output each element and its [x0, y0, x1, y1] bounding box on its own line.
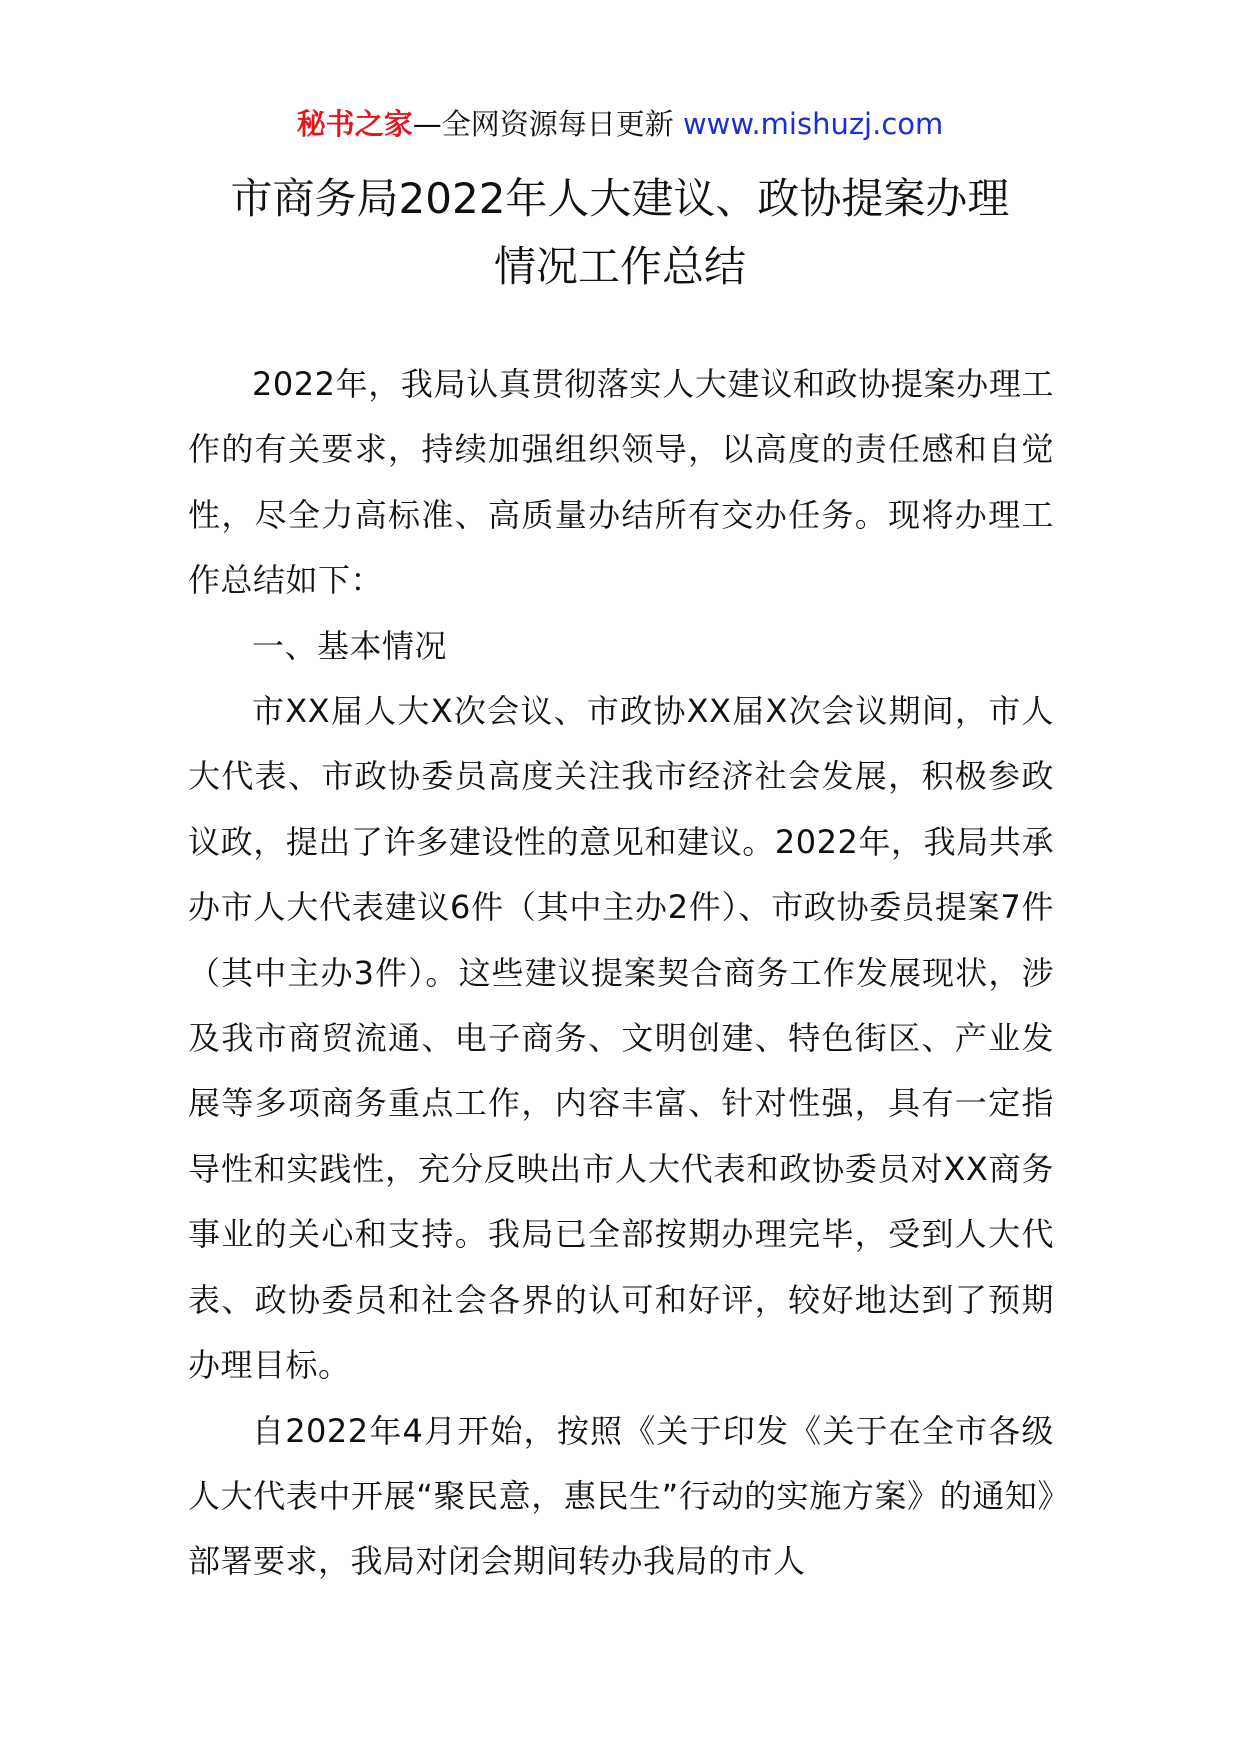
site-url-link[interactable]: www.mishuzj.com: [682, 107, 944, 141]
document-title: [170, 165, 1070, 301]
title-line-1: 市商务局2022年人大建议、政协提案办理: [230, 174, 1010, 223]
paragraph-basic-situation: 市XX届人大X次会议、市政协XX届X次会议期间，市人大代表、市政协委员高度关注我市经济社会发展，积极参政议政，提出了许多建设性的意见和建议。2022年，我局共承办市人大代表建议6件（其中主办2件）、市政协委员提案7件（其中主办3件）。这些建议提案契合商务工作发展现状，涉及我市商贸流通、电子商务、文明创建、特色街区、产业发展等多项商务重点工作，内容丰富、针对性强，具有一定指导性和实践性，充分反映出市人大代表和政协委员对XX商务事业的关心和支持。我局已全部按期办理完毕，受到人大代表、政协委员和社会各界的认可和好评，较好地达到了预期办理目标。: [188, 692, 1054, 1385]
title-line-2: 情况工作总结: [493, 242, 746, 291]
watermark-header: [0, 104, 1240, 144]
brand-slogan: —全网资源每日更新: [412, 107, 683, 141]
paragraph-since-april: 自2022年4月开始，按照《关于印发《关于在全市各级人大代表中开展“聚民意，惠民生”行动的实施方案》的通知》部署要求，我局对闭会期间转办我局的市人: [188, 1411, 1054, 1581]
paragraph-intro: 2022年，我局认真贯彻落实人大建议和政协提案办理工作的有关要求，持续加强组织领导，以高度的责任感和自觉性，尽全力高标准、高质量办结所有交办任务。现将办理工作总结如下：: [188, 365, 1054, 600]
document-body: [188, 352, 1054, 1595]
section-heading-basic-situation: 一、基本情况: [252, 626, 448, 665]
brand-name: 秘书之家: [296, 107, 413, 141]
